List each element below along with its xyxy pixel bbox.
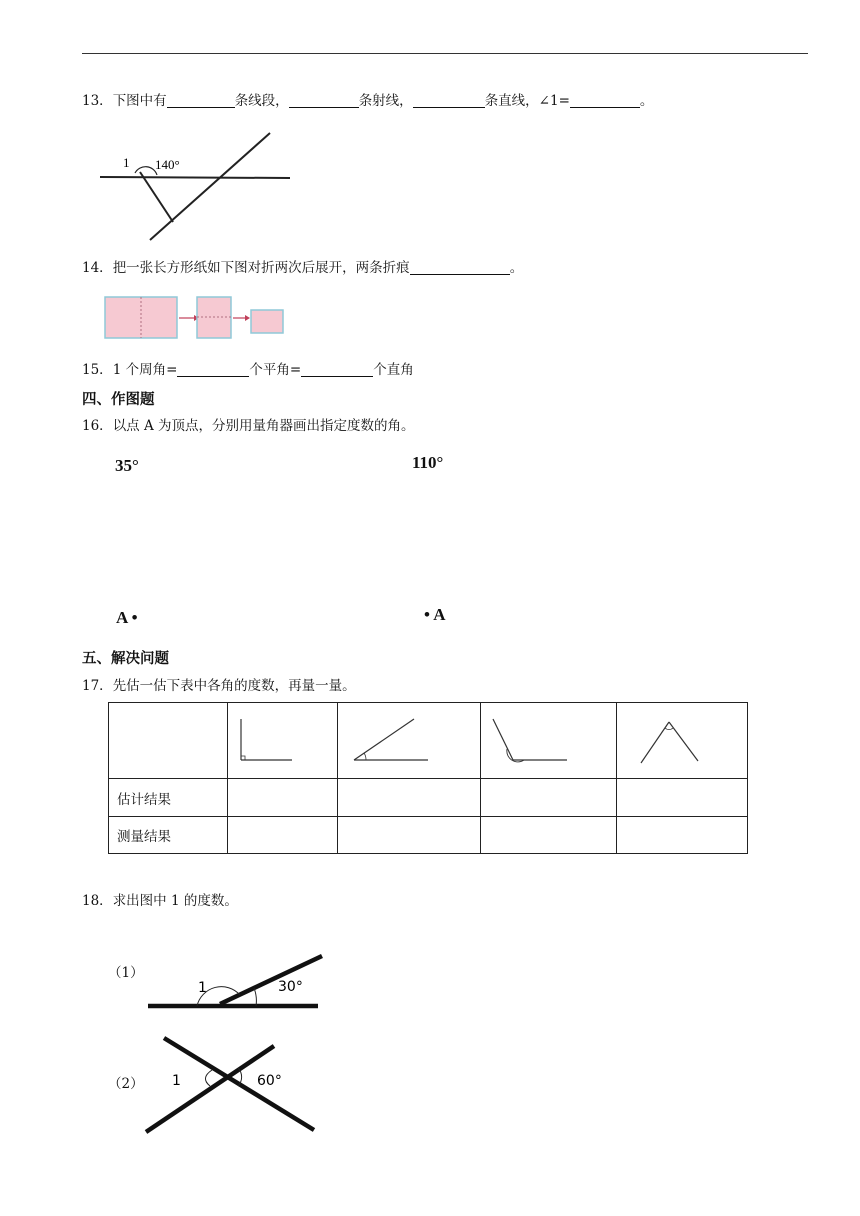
- estimate-cell[interactable]: [481, 779, 617, 817]
- angle-cell-right: [228, 703, 338, 779]
- answer-blank[interactable]: [301, 362, 373, 377]
- angle-label-1: 1: [198, 980, 207, 996]
- question-number: 16．: [82, 418, 113, 434]
- q13-line-figure: [95, 125, 295, 245]
- question-text: 个平角=: [249, 362, 302, 378]
- question-text: 条直线，∠1=: [484, 93, 570, 109]
- angle-35-label: 35°: [115, 456, 139, 475]
- question-number: 17．: [82, 678, 113, 694]
- row-label-estimate: 估计结果: [109, 779, 228, 817]
- estimate-cell[interactable]: [617, 779, 748, 817]
- q18-figure-1: [140, 948, 330, 1018]
- obtuse-angle-figure: [481, 703, 616, 774]
- right-angle-figure: [228, 703, 337, 774]
- answer-blank[interactable]: [410, 260, 510, 275]
- acute-angle-figure-2: [617, 703, 747, 774]
- question-text: 个直角: [373, 362, 414, 378]
- header-rule: [82, 53, 808, 54]
- section-4-heading: 四、作图题: [82, 392, 155, 408]
- part-1-label: （1）: [108, 965, 144, 981]
- angle-label-60: 60°: [257, 1073, 282, 1089]
- question-text: 条线段，: [234, 93, 289, 109]
- point-a-left: A •: [116, 608, 138, 627]
- q18-figure-2: [140, 1030, 330, 1140]
- measure-cell[interactable]: [228, 817, 338, 854]
- table-corner-cell: [109, 703, 228, 779]
- part-2-label: （2）: [108, 1076, 144, 1092]
- angle-label-30: 30°: [278, 979, 303, 995]
- question-text: 以点 A 为顶点，分别用量角器画出指定度数的角。: [112, 418, 415, 434]
- angle-cell-acute: [338, 703, 481, 779]
- point-a-right: • A: [424, 605, 446, 624]
- angle-110-label: 110°: [412, 453, 444, 472]
- answer-blank[interactable]: [289, 93, 359, 108]
- question-text: 条射线，: [358, 93, 413, 109]
- angle-cell-obtuse: [481, 703, 617, 779]
- measure-cell[interactable]: [617, 817, 748, 854]
- question-number: 13．: [82, 93, 113, 109]
- question-15: [82, 361, 414, 379]
- angle-label-1: 1: [172, 1073, 181, 1089]
- paper-folding-figure: [104, 296, 286, 341]
- answer-blank[interactable]: [570, 93, 640, 108]
- question-text: 先估一估下表中各角的度数，再量一量。: [112, 678, 356, 694]
- question-text: 下图中有: [112, 93, 167, 109]
- question-text: 把一张长方形纸如下图对折两次后展开，两条折痕: [112, 260, 410, 276]
- question-17: [82, 677, 356, 695]
- angle-cell-acute-2: [617, 703, 748, 779]
- measure-cell[interactable]: [481, 817, 617, 854]
- question-13: [82, 92, 653, 110]
- question-text: 。: [509, 260, 524, 276]
- answer-blank[interactable]: [413, 93, 485, 108]
- question-text: 求出图中 1 的度数。: [112, 893, 238, 909]
- answer-blank[interactable]: [167, 93, 235, 108]
- acute-angle-figure: [338, 703, 480, 774]
- question-text: 。: [639, 93, 654, 109]
- question-14: [82, 259, 523, 277]
- angle-label-140: 140°: [155, 157, 180, 172]
- question-number: 18．: [82, 893, 113, 909]
- question-text: 1 个周角=: [112, 362, 178, 378]
- question-16: [82, 417, 415, 435]
- question-number: 14．: [82, 260, 113, 276]
- angle-table: [108, 702, 748, 854]
- estimate-cell[interactable]: [228, 779, 338, 817]
- estimate-cell[interactable]: [338, 779, 481, 817]
- measure-cell[interactable]: [338, 817, 481, 854]
- question-18: [82, 892, 238, 910]
- section-5-heading: 五、解决问题: [82, 651, 169, 667]
- answer-blank[interactable]: [177, 362, 249, 377]
- question-number: 15．: [82, 362, 113, 378]
- row-label-measured: 测量结果: [109, 817, 228, 854]
- angle-label-1: 1: [123, 155, 130, 170]
